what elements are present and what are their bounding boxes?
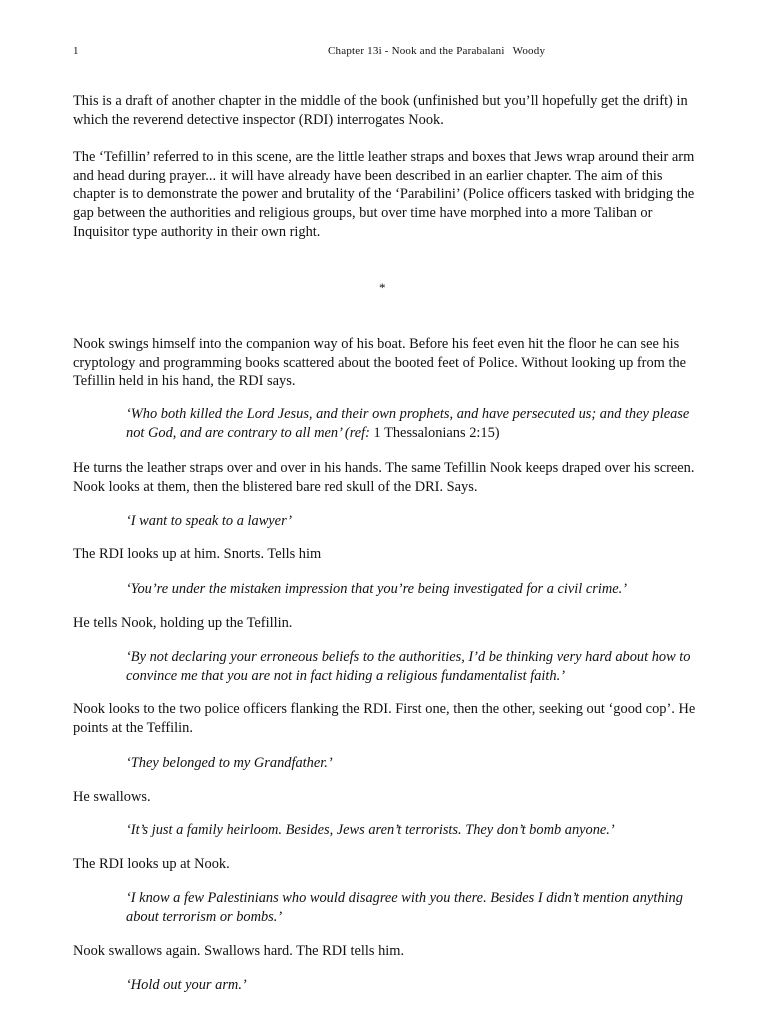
story-paragraph-7: The RDI looks up at Nook. xyxy=(73,856,230,872)
page-number: 1 xyxy=(73,45,79,57)
quote-1 xyxy=(126,405,698,442)
intro-paragraph-2: The ‘Tefillin’ referred to in this scene, are the little leather straps and boxes that Jews wrap around their arm and head during prayer... it will have already have been described in an earlier chapter. The aim of this chapter is to demonstrate the power and brutality of the ‘Parabilini’ (Police officers tasked with bridging the gap between the authorities and religious groups, but over time have morphed into a more Taliban or Inquisitor type authority in their own right. xyxy=(73,149,695,240)
quote-1-text: ‘Who both killed the Lord Jesus, and their own prophets, and have persecuted us; and they please not God, and are contrary to all men’ (ref: xyxy=(126,406,690,441)
story-paragraph-8: Nook swallows again. Swallows hard. The RDI tells him. xyxy=(73,943,405,959)
intro-paragraph-1: This is a draft of another chapter in the middle of the book (unfinished but you’ll hopefully get the drift) in which the reverend detective inspector (RDI) interrogates Nook. xyxy=(73,93,688,128)
quote-2: ‘I want to speak to a lawyer’ xyxy=(126,513,292,529)
author-name: Woody xyxy=(512,45,546,57)
quote-4: ‘By not declaring your erroneous beliefs to the authorities, I’d be thinking very hard about how to convince me that you are not in fact hiding a religious fundamentalist faith.’ xyxy=(126,649,691,684)
quote-5: ‘They belonged to my Grandfather.’ xyxy=(126,755,333,771)
story-paragraph-2: He turns the leather straps over and over in his hands. The same Tefillin Nook keeps draped over his screen. Nook looks at them, then the blistered bare red skull of the DRI. Says. xyxy=(73,460,695,495)
quote-7: ‘I know a few Palestinians who would disagree with you there. Besides I didn’t mention anything about terrorism or bombs.’ xyxy=(126,890,683,925)
story-paragraph-3: The RDI looks up at him. Snorts. Tells him xyxy=(73,546,322,562)
story-paragraph-6: He swallows. xyxy=(73,789,151,805)
page-header xyxy=(73,45,695,63)
story-paragraph-1: Nook swings himself into the companion way of his boat. Before his feet even hit the floor he can see his cryptology and programming books scattered about the booted feet of Police. Without looking up from the Tefillin held in his hand, the RDI says. xyxy=(73,336,687,390)
quote-6: ‘It’s just a family heirloom. Besides, Jews aren’t terrorists. They don’t bomb anyone.’ xyxy=(126,822,615,838)
chapter-heading xyxy=(328,45,545,57)
quote-3: ‘You’re under the mistaken impression that you’re being investigated for a civil crime.’ xyxy=(126,581,628,597)
chapter-title: Chapter 13i - Nook and the Parabalani xyxy=(328,45,505,57)
story-paragraph-5: Nook looks to the two police officers flanking the RDI. First one, then the other, seeking out ‘good cop’. He points at the Teffilin. xyxy=(73,701,696,736)
section-separator: * xyxy=(379,280,386,295)
quote-8: ‘Hold out your arm.’ xyxy=(126,977,247,993)
story-paragraph-4: He tells Nook, holding up the Tefillin. xyxy=(73,615,293,631)
quote-1-reference: 1 Thessalonians 2:15) xyxy=(369,424,500,441)
